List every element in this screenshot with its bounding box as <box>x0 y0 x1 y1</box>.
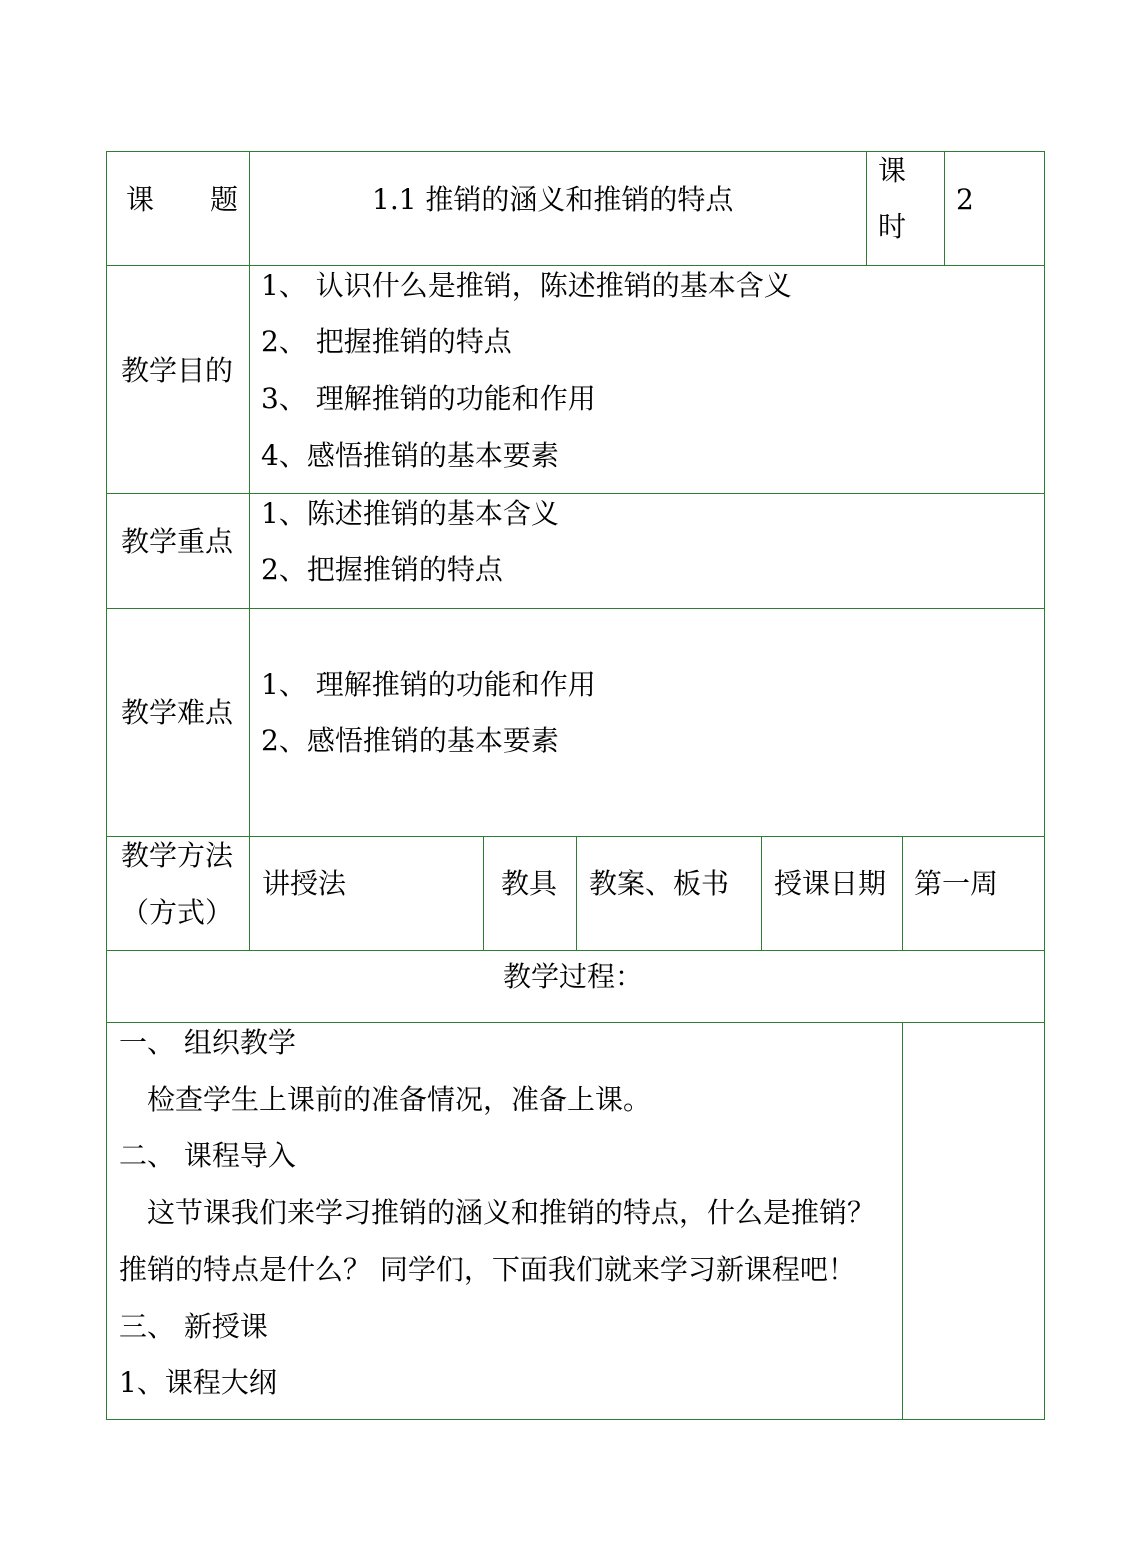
border-line <box>106 1419 1045 1420</box>
border-line <box>106 608 1045 609</box>
date-value: 第一周 <box>914 867 999 900</box>
objective-item: 2、 把握推销的特点 <box>261 325 512 358</box>
topic-label: 课 题 <box>126 183 239 216</box>
border-line <box>576 836 577 951</box>
process-line: 推销的特点是什么？ 同学们，下面我们就来学习新课程吧！ <box>119 1253 856 1286</box>
key-point-item: 2、把握推销的特点 <box>261 553 503 586</box>
objective-item: 4、感悟推销的基本要素 <box>261 439 559 472</box>
difficulties-label: 教学难点 <box>121 696 234 729</box>
difficulty-item: 2、感悟推销的基本要素 <box>261 724 559 757</box>
key-point-item: 1、陈述推销的基本含义 <box>261 497 559 530</box>
process-line: 1、课程大纲 <box>119 1366 277 1399</box>
process-line: 三、 新授课 <box>119 1310 268 1343</box>
date-label: 授课日期 <box>774 867 887 900</box>
border-line <box>761 836 762 951</box>
method-label-line2: （方式） <box>121 896 234 929</box>
border-line <box>944 151 945 266</box>
process-line: 二、 课程导入 <box>119 1139 296 1172</box>
method-value: 讲授法 <box>262 867 347 900</box>
border-line <box>1044 151 1045 1420</box>
hours-label-line2: 时 <box>878 210 907 243</box>
border-line <box>902 1022 903 1420</box>
objective-item: 3、 理解推销的功能和作用 <box>261 382 596 415</box>
hours-value: 2 <box>956 183 974 216</box>
process-line: 检查学生上课前的准备情况，准备上课。 <box>119 1083 652 1116</box>
border-line <box>902 836 903 951</box>
objectives-label: 教学目的 <box>121 354 234 387</box>
process-line: 这节课我们来学习推销的涵义和推销的特点，什么是推销？ <box>119 1196 876 1229</box>
topic-value: 1.1 推销的涵义和推销的特点 <box>372 183 734 216</box>
border-line <box>106 151 107 1420</box>
process-title: 教学过程： <box>503 960 644 993</box>
key-points-label: 教学重点 <box>121 525 234 558</box>
difficulty-item: 1、 理解推销的功能和作用 <box>261 668 596 701</box>
objective-item: 1、 认识什么是推销，陈述推销的基本含义 <box>261 269 792 302</box>
border-line <box>866 151 867 266</box>
border-line <box>106 493 1045 494</box>
tools-value: 教案、板书 <box>589 867 730 900</box>
tools-label: 教具 <box>501 867 558 900</box>
method-label-line1: 教学方法 <box>121 839 234 872</box>
border-line <box>249 151 250 951</box>
process-line: 一、 组织教学 <box>119 1026 296 1059</box>
hours-label-line1: 课 <box>878 154 907 187</box>
border-line <box>483 836 484 951</box>
